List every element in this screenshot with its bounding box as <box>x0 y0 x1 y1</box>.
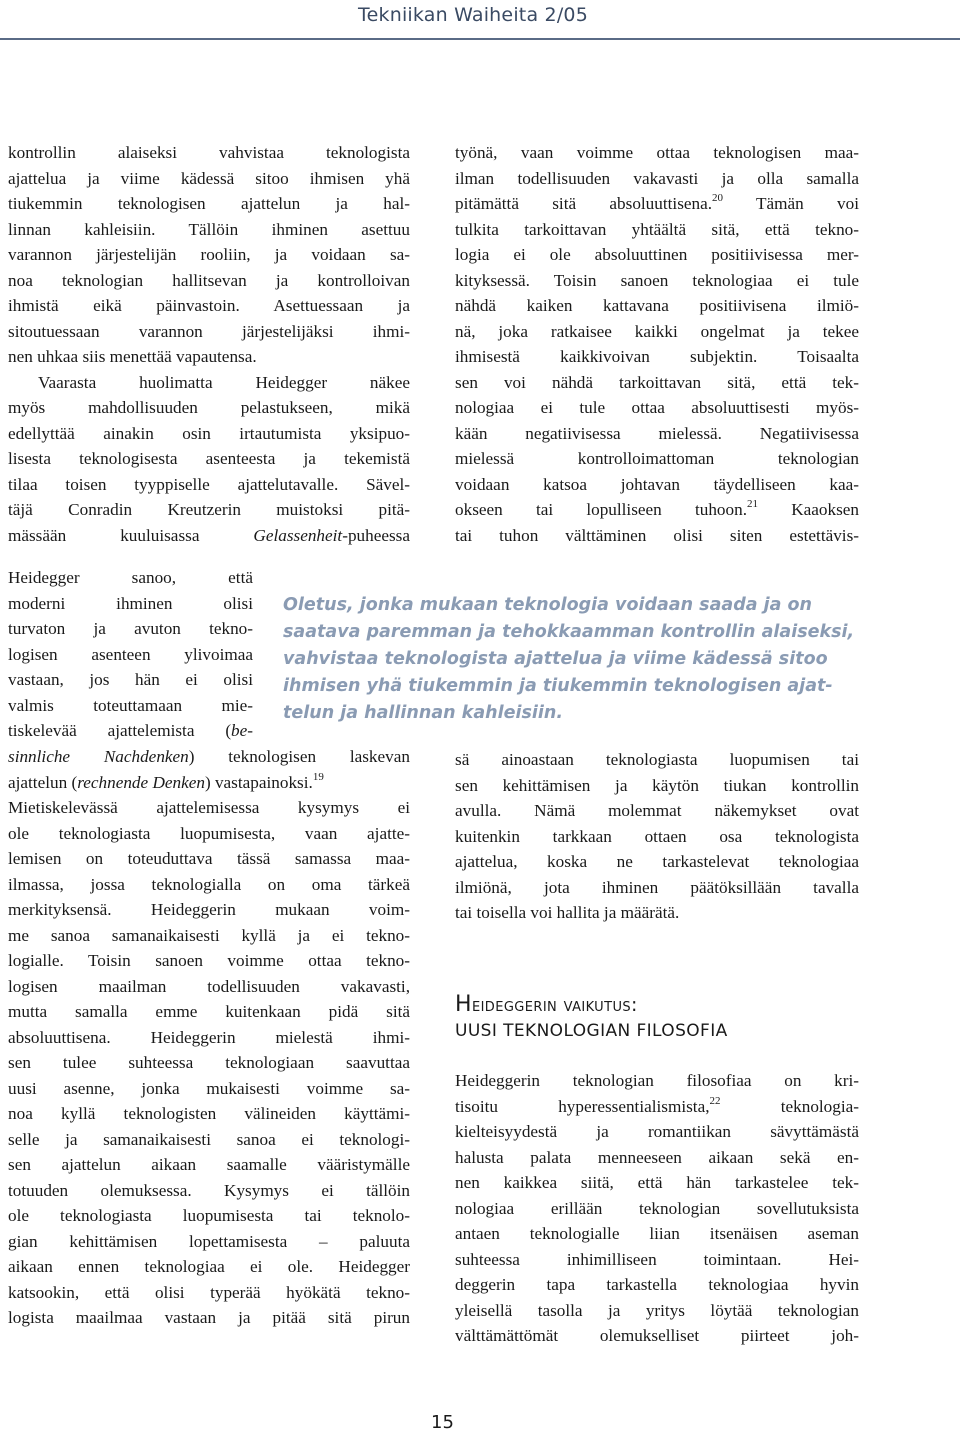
italic-term: sinnliche Nachdenken <box>8 747 189 766</box>
text-line: sen voi nähdä tarkoittavan sitä, että tek- <box>455 372 859 392</box>
text-line: ihmisestä kaikkivoivan subjektin. Toisaalta <box>455 347 859 366</box>
text-line: moderni ihminen olisi <box>8 593 253 613</box>
heading-initial: H <box>455 992 472 1017</box>
text-line: nen uhkaa siis menettää vapautensa. <box>8 347 257 366</box>
text-line: ajattelua ja viime kädessä sitoo ihmisen yhä <box>8 168 410 188</box>
left-column-top <box>8 140 410 548</box>
italic-term: Gelassenheit <box>253 525 343 545</box>
text-segment: tisoitu hyperessentialismista, <box>455 1096 710 1116</box>
text-segment: -puheessa <box>342 525 410 545</box>
pull-quote <box>283 592 943 727</box>
text-segment: ) teknologisen laskevan <box>188 747 410 766</box>
text-line: suhteessa inhimilliseen toimintaan. Hei- <box>455 1249 859 1269</box>
text-line: nologiaa erillään teknologian sovellutuksista <box>455 1198 859 1218</box>
text-line: ilmiönä, jota ihminen päätöksillään tavalla <box>455 877 859 897</box>
text-line: mielessä kontrolloimattoman teknologian <box>455 449 859 468</box>
text-line: tai toisella voi hallita ja määrätä. <box>455 903 680 922</box>
italic-term: rechnende Denken <box>77 772 205 792</box>
text-line: deggerin tapa tarkastella teknologiaa hyvin <box>455 1275 859 1294</box>
text-line: absoluuttisena. Heideggerin mielestä ihmi- <box>8 1027 410 1047</box>
text-segment: pitämättä sitä absoluuttisena. <box>455 194 713 213</box>
text-line: logia ei ole absoluuttinen positiivisessa mer- <box>455 245 859 264</box>
text-line: noa kyllä teknologisten välineiden käyttämi- <box>8 1104 410 1123</box>
text-line: nen kaikkea siitä, että hän tarkastelee tek- <box>455 1173 859 1192</box>
text-line: avulla. Nämä molemmat näkemykset ovat <box>455 801 859 820</box>
text-line: totuuden olemuksessa. Kysymys ei tällöin <box>8 1180 410 1200</box>
text-line: kielteisyydestä ja romantiikan sävyttämästä <box>455 1122 859 1141</box>
text-line: kityksessä. Toisin sanoen teknologiaa ei tule <box>455 270 859 290</box>
text-segment: ) vastapainoksi. <box>204 772 313 792</box>
text-line: sen tulee suhteessa teknologiaan saavuttaa <box>8 1053 410 1072</box>
text-line: uusi asenne, jonka mukaisesti voimme sa- <box>8 1078 410 1098</box>
header-rule <box>0 38 960 40</box>
text-line: Vaarasta huolimatta Heidegger näkee <box>38 372 410 392</box>
text-line: gian kehittämisen lopettamisesta – paluuta <box>8 1231 410 1251</box>
text-line: ole teknologiasta luopumisesta tai teknolo- <box>8 1206 410 1225</box>
text-line: Heidegger sanoo, että <box>8 568 253 587</box>
text-segment: Tämän voi <box>723 194 860 213</box>
text-segment: ajattelun ( <box>8 772 78 792</box>
text-line: varannon järjestelijän rooliin, ja voidaan sa- <box>8 245 410 264</box>
footnote-ref-22[interactable]: 22 <box>709 1094 721 1107</box>
text-line: logista maailmaa vastaan ja pitää sitä pirun <box>8 1308 410 1327</box>
text-line: Heideggerin teknologian filosofiaa on kri- <box>455 1071 859 1090</box>
right-column-bottom <box>455 1068 859 1349</box>
text-line: logisen asenteen ylivoimaa <box>8 644 253 664</box>
text-line: logisen maailman todellisuuden vakavasti, <box>8 976 410 996</box>
page-number: 15 <box>431 1412 454 1433</box>
text-line: katsookin, että olisi typerää hyökätä tekno- <box>8 1282 410 1302</box>
journal-title: Tekniikan Waiheita 2/05 <box>358 4 588 26</box>
paragraph-2 <box>8 370 410 549</box>
text-line <box>455 497 859 523</box>
text-line <box>455 191 859 217</box>
pull-quote-line: vahvistaa teknologista ajattelua ja viime kädessä sitoo <box>283 649 828 669</box>
text-line: me sanoa samanaikaisesti kyllä ja ei tekno- <box>8 925 410 945</box>
text-line: työnä, vaan voimme ottaa teknologisen maa- <box>455 143 859 162</box>
pull-quote-line: telun ja hallinnan kahleisiin. <box>283 703 563 723</box>
text-line: tai tuhon välttäminen olisi siten estettävis- <box>455 525 859 545</box>
text-line: voidaan katsoa johtavan täydelliseen kaa- <box>455 474 859 494</box>
text-line <box>8 718 253 744</box>
text-line: välttämättömät olemukselliset piirteet joh- <box>455 1326 859 1345</box>
text-line: lisesta teknologisesta asenteesta ja tekemistä <box>8 449 410 468</box>
text-line: Mietiskelevässä ajattelemisessa kysymys ei <box>8 798 410 817</box>
text-line: linnan kahleisiin. Tällöin ihminen asettuu <box>8 219 410 239</box>
text-line: halusta palata menneeseen aikaan sekä en- <box>455 1147 859 1167</box>
footnote-ref-21[interactable]: 21 <box>747 498 759 511</box>
text-line: myös mahdollisuuden pelastukseen, mikä <box>8 398 410 417</box>
text-line <box>8 523 410 549</box>
section-heading-line-1 <box>455 992 728 1018</box>
text-line: nä, joka ratkaisee kaikki ongelmat ja tekee <box>455 321 859 341</box>
text-line: logialle. Toisin sanoen voimme ottaa tekno- <box>8 951 410 970</box>
text-line: ihmistä eikä päinvastoin. Asettuessaan ja <box>8 296 410 315</box>
text-segment: okseen tai lopulliseen tuhoon. <box>455 500 748 519</box>
left-column-bottom <box>8 744 410 1331</box>
right-column-top <box>455 140 859 548</box>
text-line: ajattelua, koska ne tarkastelevat teknologiaa <box>455 852 859 871</box>
text-line: tilaa toisen tyyppiselle ajattelutavalle. Sävel- <box>8 474 410 494</box>
text-line: kontrollin alaiseksi vahvistaa teknologista <box>8 143 410 162</box>
pull-quote-line: saatava paremman ja tehokkaamman kontrollin alaiseksi, <box>283 622 855 642</box>
heading-rest: eideggerin vaikutus: <box>471 994 638 1016</box>
text-line: ole teknologiasta luopumisesta, vaan ajatte- <box>8 823 410 843</box>
text-line: tiukemmin teknologisen ajattelun ja hal- <box>8 194 410 213</box>
text-line <box>8 744 410 770</box>
text-line: selle ja samanaikaisesti sanoa ei teknologi- <box>8 1129 410 1149</box>
footnote-ref-19[interactable]: 19 <box>312 770 324 783</box>
text-line: valmis toteuttamaan mie- <box>8 695 253 715</box>
footnote-ref-20[interactable]: 20 <box>712 192 724 205</box>
text-line: yleisellä tasolla ja yritys löytää teknologian <box>455 1300 859 1320</box>
text-line: sen ajattelun aikaan saamalle vääristymälle <box>8 1155 410 1174</box>
paragraph-1 <box>8 140 410 370</box>
text-line: kään negatiivisessa mielessä. Negatiivisessa <box>455 423 859 443</box>
text-line <box>8 770 410 796</box>
text-line: sitoutuessaan varannon järjestelijäksi ihmi- <box>8 321 410 341</box>
section-heading <box>455 992 728 1044</box>
left-column-narrow <box>8 565 253 744</box>
text-line: sen kehittämisen ja käytön tiukan kontrollin <box>455 775 859 795</box>
text-line: noa teknologian hallitsevan ja kontrolloivan <box>8 270 410 290</box>
text-line: aikaan ennen teknologiaa ei ole. Heidegger <box>8 1257 410 1276</box>
text-line <box>455 1094 859 1120</box>
pull-quote-line: Oletus, jonka mukaan teknologia voidaan saada ja on <box>283 595 813 615</box>
section-heading-line-2: UUSI TEKNOLOGIAN FILOSOFIA <box>455 1021 728 1041</box>
text-segment: tiskelevää ajattelemista ( <box>8 721 232 740</box>
text-line: edellyttää ainakin osin irtautumista yksipuo- <box>8 423 410 443</box>
text-segment: teknologia- <box>720 1096 860 1116</box>
text-line: tulkita tarkoittavan yhtäältä sitä, että tekno- <box>455 219 859 239</box>
text-line: vastaan, jos hän ei olisi <box>8 670 253 689</box>
text-segment: mässään kuuluisassa <box>8 525 254 545</box>
text-line: ilman todellisuuden vakavasti ja olla samalla <box>455 168 859 188</box>
text-line: turvaton ja avuton tekno- <box>8 619 253 638</box>
text-line: antaen teknologialle liian itsenäisen aseman <box>455 1224 859 1243</box>
text-line: sä ainoastaan teknologiasta luopumisen tai <box>455 750 859 769</box>
pull-quote-line: ihmisen yhä tiukemmin ja tiukemmin teknologisen ajat- <box>283 676 833 696</box>
italic-term: be- <box>231 721 253 740</box>
text-line: mutta samalla emme kuitenkaan pidä sitä <box>8 1002 410 1021</box>
text-line: merkityksensä. Heideggerin mukaan voim- <box>8 900 410 919</box>
text-line: nähdä kaiken kattavana positiivisena ilmiö- <box>455 296 859 315</box>
text-line: lemisen on toteuduttava tässä samassa maa- <box>8 849 410 868</box>
text-segment: Kaaoksen <box>758 500 859 519</box>
text-line: ilmassa, jossa teknologialla on oma tärkeä <box>8 874 410 894</box>
text-line: kuitenkin tarkkaan ottaen osa teknologista <box>455 826 859 846</box>
text-line: täjä Conradin Kreutzerin muistoksi pitä- <box>8 500 410 519</box>
right-column-middle <box>455 747 859 926</box>
text-line: nologiaa ei tule ottaa absoluuttisesti myös- <box>455 398 859 417</box>
